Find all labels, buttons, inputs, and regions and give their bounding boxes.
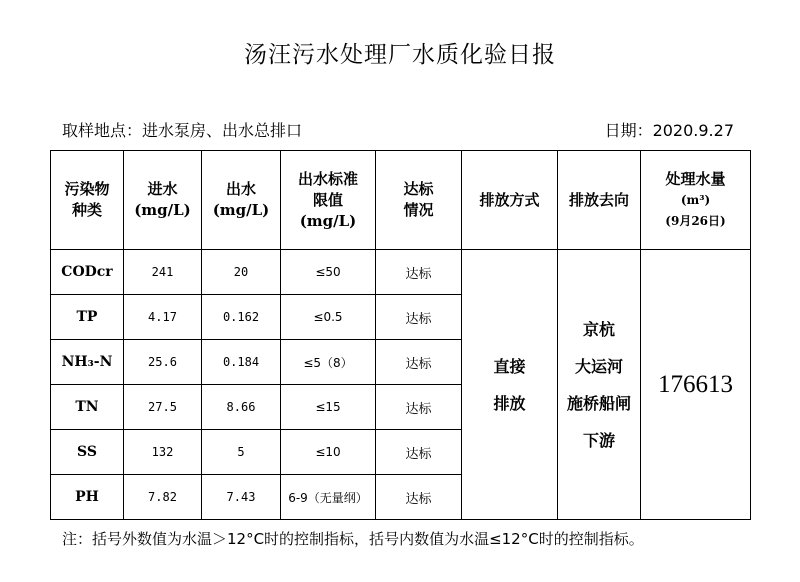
treated-volume-cell: 176613 <box>641 250 751 520</box>
inflow-cell: 241 <box>124 250 202 295</box>
pollutant-cell: NH₃-N <box>51 340 124 385</box>
outflow-cell: 0.162 <box>202 295 281 340</box>
pollutant-cell: PH <box>51 475 124 520</box>
header-limit: 出水标准 限值 (mg/L) <box>281 151 376 250</box>
status-cell: 达标 <box>376 295 462 340</box>
water-quality-table <box>50 150 751 520</box>
limit-cell: ≤5（8） <box>281 340 376 385</box>
status-cell: 达标 <box>376 340 462 385</box>
inflow-cell: 132 <box>124 430 202 475</box>
outflow-cell: 5 <box>202 430 281 475</box>
report-title: 汤汪污水处理厂水质化验日报 <box>244 42 556 68</box>
outflow-cell: 7.43 <box>202 475 281 520</box>
discharge-destination-cell: 京杭 大运河 施桥船闸 下游 <box>558 250 641 520</box>
inflow-cell: 25.6 <box>124 340 202 385</box>
pollutant-cell: TP <box>51 295 124 340</box>
header-discharge-mode: 排放方式 <box>462 151 558 250</box>
sampling-location: 取样地点：进水泵房、出水总排口 <box>62 121 303 140</box>
pollutant-cell: CODcr <box>51 250 124 295</box>
limit-cell: 6-9（无量纲） <box>281 475 376 520</box>
limit-cell: ≤15 <box>281 385 376 430</box>
header-discharge-destination: 排放去向 <box>558 151 641 250</box>
pollutant-cell: TN <box>51 385 124 430</box>
header-outflow: 出水 (mg/L) <box>202 151 281 250</box>
inflow-cell: 7.82 <box>124 475 202 520</box>
header-treated-volume: 处理水量 (m³) (9月26日) <box>641 151 751 250</box>
header-pollutant: 污染物 种类 <box>51 151 124 250</box>
status-cell: 达标 <box>376 430 462 475</box>
footnote: 注：括号外数值为水温＞12°C时的控制指标，括号内数值为水温≤12°C时的控制指标。 <box>62 530 644 548</box>
header-inflow: 进水 (mg/L) <box>124 151 202 250</box>
outflow-cell: 0.184 <box>202 340 281 385</box>
limit-cell: ≤0.5 <box>281 295 376 340</box>
header-status: 达标 情况 <box>376 151 462 250</box>
outflow-cell: 20 <box>202 250 281 295</box>
table-row <box>51 250 751 295</box>
limit-cell: ≤50 <box>281 250 376 295</box>
status-cell: 达标 <box>376 250 462 295</box>
status-cell: 达标 <box>376 475 462 520</box>
status-cell: 达标 <box>376 385 462 430</box>
pollutant-cell: SS <box>51 430 124 475</box>
discharge-mode-cell: 直接 排放 <box>462 250 558 520</box>
inflow-cell: 4.17 <box>124 295 202 340</box>
table-header-row <box>51 151 751 250</box>
inflow-cell: 27.5 <box>124 385 202 430</box>
outflow-cell: 8.66 <box>202 385 281 430</box>
limit-cell: ≤10 <box>281 430 376 475</box>
report-date: 日期：2020.9.27 <box>604 121 734 140</box>
